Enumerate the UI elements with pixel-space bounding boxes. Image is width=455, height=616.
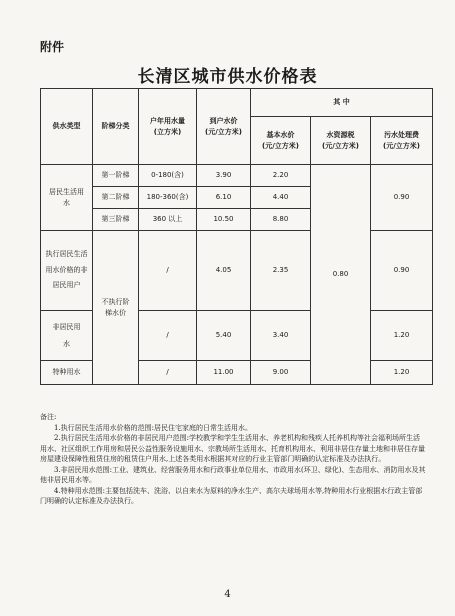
note-item: 2.执行居民生活用水价格的非居民用户范围:学校教学和学生生活用水、养老机构和残疾人托养机构等社会福利场所生活用水、社区组织工作用房和居民公益性服务设施用水、宗教场所生活用水、托育机构用水、利用非居住存量土地和非居住存量房屋建设保障性租赁住房的租赁住户用水,上述各类用水根据其对应的行业主管部门明确的认定标准及办法执行。: [40, 434, 425, 463]
note-item: 1.执行居民生活用水价格的范围:居民住宅家庭的日常生活用水。: [54, 423, 253, 432]
header-basic-price-label: 基本水价: [266, 131, 295, 140]
header-annual-volume-unit: (立方米): [153, 127, 182, 136]
header-total-price: [197, 89, 251, 165]
sewage-fee-cell: 0.90: [371, 231, 433, 311]
special-label: 特种用水: [41, 361, 93, 385]
total-price-cell: 4.05: [197, 231, 251, 311]
tier-cell: 第二阶梯: [93, 187, 139, 209]
table-row: [41, 165, 433, 187]
nonres-at-res-label: 执行居民生活用水价格的非居民用户: [41, 231, 93, 311]
header-sewage-fee: [371, 117, 433, 165]
water-price-table: [40, 88, 433, 385]
sewage-fee-cell: 0.90: [371, 165, 433, 231]
header-total-price-unit: (元/立方米): [205, 127, 242, 136]
header-resource-tax-label: 水资源税: [326, 131, 355, 140]
page-number: 4: [224, 589, 231, 600]
header-annual-volume: [139, 89, 197, 165]
total-price-cell: 3.90: [197, 165, 251, 187]
total-price-cell: 10.50: [197, 209, 251, 231]
document-title: 长清区城市供水价格表: [137, 67, 318, 87]
basic-price-cell: 3.40: [251, 311, 311, 361]
volume-cell: 360 以上: [139, 209, 197, 231]
residential-label: 居民生活用水: [41, 165, 93, 231]
notes-section: [40, 412, 426, 507]
header-total-price-label: 到户水价: [209, 117, 238, 126]
basic-price-cell: 9.00: [251, 361, 311, 385]
volume-cell: /: [139, 361, 197, 385]
volume-cell: /: [139, 231, 197, 311]
header-resource-tax-unit: (元/立方米): [322, 141, 359, 150]
sewage-fee-cell: 1.20: [371, 361, 433, 385]
volume-cell: /: [139, 311, 197, 361]
volume-cell: 180-360(含): [139, 187, 197, 209]
tier-cell: 第三阶梯: [93, 209, 139, 231]
total-price-cell: 6.10: [197, 187, 251, 209]
header-of-which: 其 中: [251, 89, 433, 117]
basic-price-cell: 4.40: [251, 187, 311, 209]
total-price-cell: 5.40: [197, 311, 251, 361]
header-resource-tax: [311, 117, 371, 165]
header-supply-type: 供水类型: [41, 89, 93, 165]
volume-cell: 0-180(含): [139, 165, 197, 187]
note-item: 3.非居民用水范围:工业、建筑业、经营服务用水和行政事业单位用水、市政用水(环卫、绿化)、生态用水、消防用水及其他非居民用水等。: [40, 465, 426, 484]
header-sewage-fee-label: 污水处理费: [384, 131, 419, 140]
header-annual-volume-label: 户年用水量: [150, 117, 185, 126]
total-price-cell: 11.00: [197, 361, 251, 385]
note-item: 4.特种用水范围:主要包括洗车、洗浴、以自来水为原料的净水生产、高尔夫球场用水等,特种用水行业根据水行政主管部门明确的认定标准及办法执行。: [40, 486, 423, 505]
table-row: [41, 231, 433, 311]
header-basic-price-unit: (元/立方米): [262, 141, 299, 150]
resource-tax-cell: 0.80: [311, 165, 371, 385]
attachment-label: 附件: [40, 40, 65, 54]
tier-cell: 第一阶梯: [93, 165, 139, 187]
header-tier: 阶梯分类: [93, 89, 139, 165]
notes-heading: 备注:: [40, 413, 57, 421]
header-row: [41, 89, 433, 117]
basic-price-cell: 8.80: [251, 209, 311, 231]
header-sewage-fee-unit: (元/立方米): [383, 141, 420, 150]
header-basic-price: [251, 117, 311, 165]
basic-price-cell: 2.35: [251, 231, 311, 311]
basic-price-cell: 2.20: [251, 165, 311, 187]
nonresidential-label: 非居民用水: [41, 311, 93, 361]
sewage-fee-cell: 1.20: [371, 311, 433, 361]
no-tier-label: 不执行阶梯水价: [93, 231, 139, 385]
